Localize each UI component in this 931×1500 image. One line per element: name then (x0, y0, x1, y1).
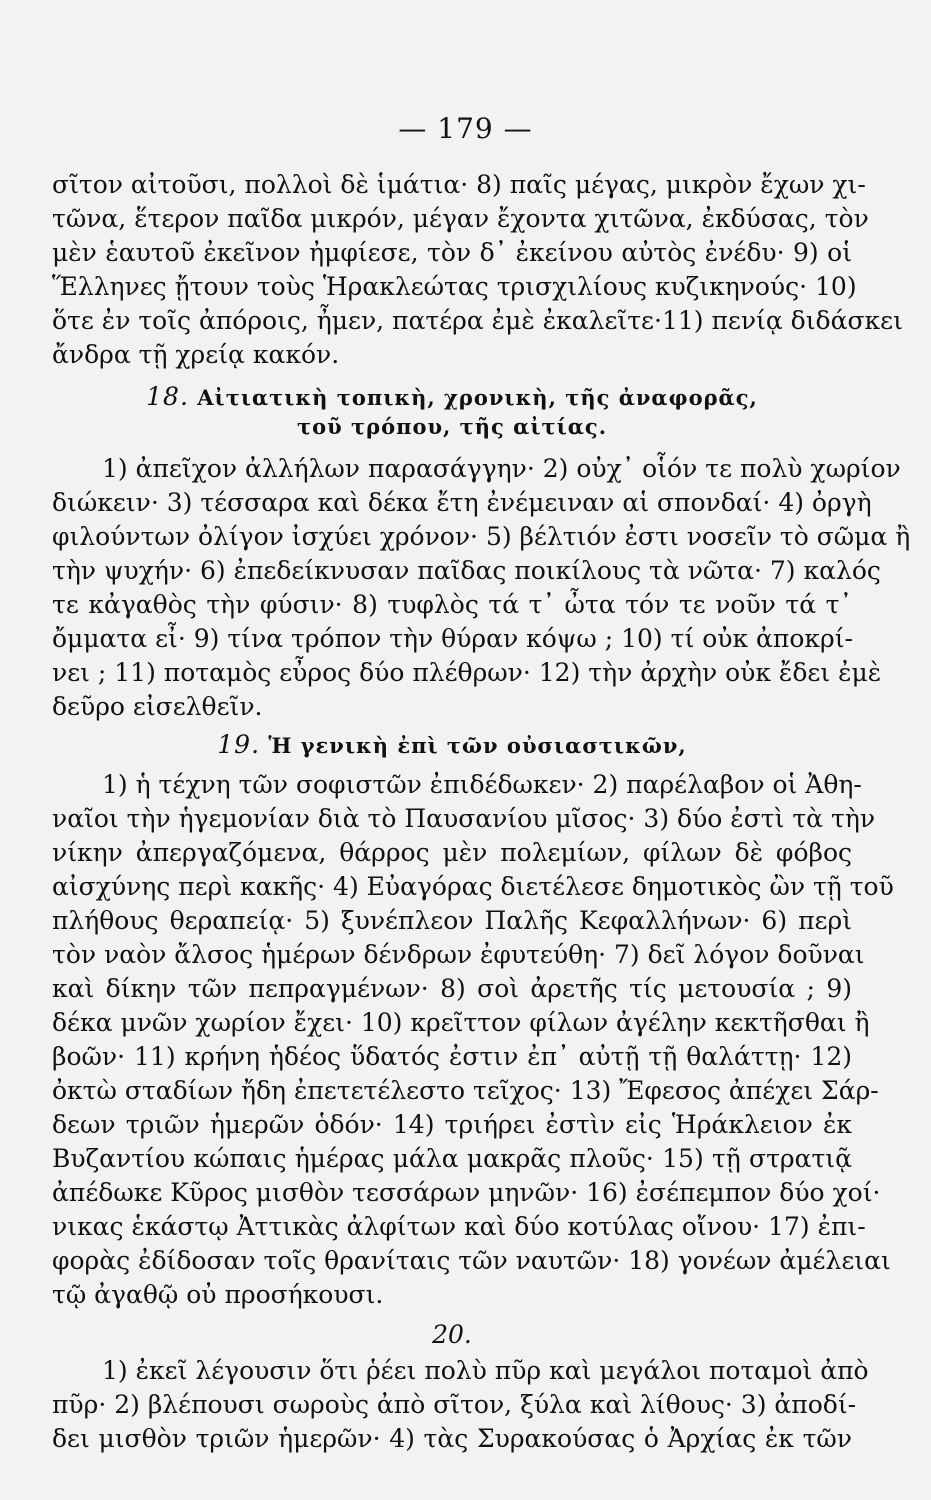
text-line: φιλούντων ὀλίγον ἰσχύει χρόνον· 5) βέλτιόν ἐστι νοσεῖν τὸ σῶμα ἢ (52, 522, 911, 551)
text-line: σῖτον αἰτοῦσι, πολλοὶ δὲ ἱμάτια· 8) παῖς μέγας, μικρὸν ἔχων χι- (52, 170, 866, 199)
text-line: μὲν ἑαυτοῦ ἐκεῖνον ἠμφίεσε, τὸν δ᾽ ἐκείνου αὐτὸς ἐνέδυ· 9) οἱ (52, 238, 852, 267)
text-line: τὸν ναὸν ἄλσος ἡμέρων δένδρων ἐφυτεύθη· 7) δεῖ λόγον δοῦναι (52, 940, 865, 969)
section-title: Αἰτιατικὴ τοπικὴ, χρονικὴ, τῆς ἀναφορᾶς, (197, 385, 758, 410)
text-line: καὶ δίκην τῶν πεπραγμένων· 8) σοὶ ἀρετῆς τίς μετουσία ; 9) (52, 974, 852, 1003)
text-line: 1) ἡ τέχνη τῶν σοφιστῶν ἐπιδέδωκεν· 2) παρέλαβον οἱ Ἀθη- (102, 770, 862, 799)
text-line: βοῶν· 11) κρήνη ἡδέος ὕδατός ἐστιν ἐπ᾽ αὐτῇ τῇ θαλάττῃ· 12) (52, 1042, 852, 1071)
text-line: ἀπέδωκε Κῦρος μισθὸν τεσσάρων μηνῶν· 16) ἐσέπεμπον δύο χοί· (52, 1178, 881, 1207)
section-heading-18 (52, 382, 852, 411)
section-number: 18. (146, 382, 189, 411)
text-line: τε κἀγαθὸς τὴν φύσιν· 8) τυφλὸς τά τ᾽ ὦτα τόν τε νοῦν τά τ᾽ (52, 590, 852, 619)
text-line: ὄμματα εἶ· 9) τίνα τρόπον τὴν θύραν κόψω ; 10) τί οὐκ ἀποκρί- (52, 624, 853, 653)
text-line: τὴν ψυχήν· 6) ἐπεδείκνυσαν παῖδας ποικίλους τὰ νῶτα· 7) καλός (52, 556, 881, 585)
text-line: δεῦρο εἰσελθεῖν. (52, 692, 263, 721)
section-number-20: 20. (432, 1320, 472, 1349)
text-line: πλήθους θεραπείᾳ· 5) ξυνέπλεον Παλῆς Κεφαλλήνων· 6) περὶ (52, 906, 852, 935)
section-number: 19. (217, 730, 261, 759)
text-line: Ἕλληνες ᾔτουν τοὺς Ἡρακλεώτας τρισχιλίους κυζικηνούς· 10) (52, 272, 857, 301)
text-line: ὅτε ἐν τοῖς ἀπόροις, ἦμεν, πατέρα ἐμὲ ἐκαλεῖτε·11) πενίᾳ διδάσκει (52, 306, 903, 335)
text-line: νίκην ἀπεργαζόμενα, θάρρος μὲν πολεμίων, φίλων δὲ φόβος (52, 838, 852, 867)
text-line: δεων τριῶν ἡμερῶν ὁδόν· 14) τριήρει ἐστὶν εἰς Ἡράκλειον ἐκ (52, 1110, 852, 1139)
text-line: 1) ἀπεῖχον ἀλλήλων παρασάγγην· 2) οὐχ᾽ οἷόν τε πολὺ χωρίον (102, 454, 901, 483)
text-line: Βυζαντίου κώπαις ἡμέρας μάλα μακρᾶς πλοῦς· 15) τῇ στρατιᾷ (52, 1144, 852, 1173)
text-line: νικας ἑκάστῳ Ἀττικὰς ἀλφίτων καὶ δύο κοτύλας οἴνου· 17) ἐπι- (52, 1212, 866, 1241)
text-line: δέκα μνῶν χωρίον ἔχει· 10) κρεῖττον φίλων ἀγέλην κεκτῆσθαι ἢ (52, 1008, 870, 1037)
text-line: νει ; 11) ποταμὸς εὖρος δύο πλέθρων· 12) τὴν ἀρχὴν οὐκ ἔδει ἐμὲ (52, 658, 882, 687)
text-line: ὀκτὼ σταδίων ἤδη ἐπετετέλεστο τεῖχος· 13) Ἔφεσος ἀπέχει Σάρ- (52, 1076, 879, 1105)
section-title: Ἡ γενικὴ ἐπὶ τῶν οὐσιαστικῶν, (268, 733, 687, 758)
text-line: φορὰς ἐδίδοσαν τοῖς θρανίταις τῶν ναυτῶν· 18) γονέων ἀμέλειαι (52, 1246, 891, 1275)
text-line: ἄνδρα τῇ χρείᾳ κακόν. (52, 340, 340, 369)
page-number: — 179 — (398, 112, 533, 145)
text-line: δει μισθὸν τριῶν ἡμερῶν· 4) τὰς Συρακούσας ὁ Ἀρχίας ἐκ τῶν (52, 1424, 852, 1453)
section-heading-18-cont: τοῦ τρόπου, τῆς αἰτίας. (296, 414, 608, 439)
text-line: τῶνα, ἕτερον παῖδα μικρόν, μέγαν ἔχοντα χιτῶνα, ἐκδύσας, τὸν (52, 204, 869, 233)
section-heading-19 (52, 730, 852, 759)
text-line: τῷ ἀγαθῷ οὐ προσήκουσι. (52, 1280, 384, 1309)
text-line: ναῖοι τὴν ἡγεμονίαν διὰ τὸ Παυσανίου μῖσος· 3) δύο ἐστὶ τὰ τὴν (52, 804, 876, 833)
text-line: 1) ἐκεῖ λέγουσιν ὅτι ῥέει πολὺ πῦρ καὶ μεγάλοι ποταμοὶ ἀπὸ (102, 1356, 869, 1385)
text-line: πῦρ· 2) βλέπουσι σωροὺς ἀπὸ σῖτον, ξύλα καὶ λίθους· 3) ἀποδί- (52, 1390, 857, 1419)
text-line: διώκειν· 3) τέσσαρα καὶ δέκα ἔτη ἐνέμειναν αἱ σπονδαί· 4) ὀργὴ (52, 488, 872, 517)
text-line: αἰσχύνης περὶ κακῆς· 4) Εὐαγόρας διετέλεσε δημοτικὸς ὢν τῇ τοῦ (52, 872, 894, 901)
